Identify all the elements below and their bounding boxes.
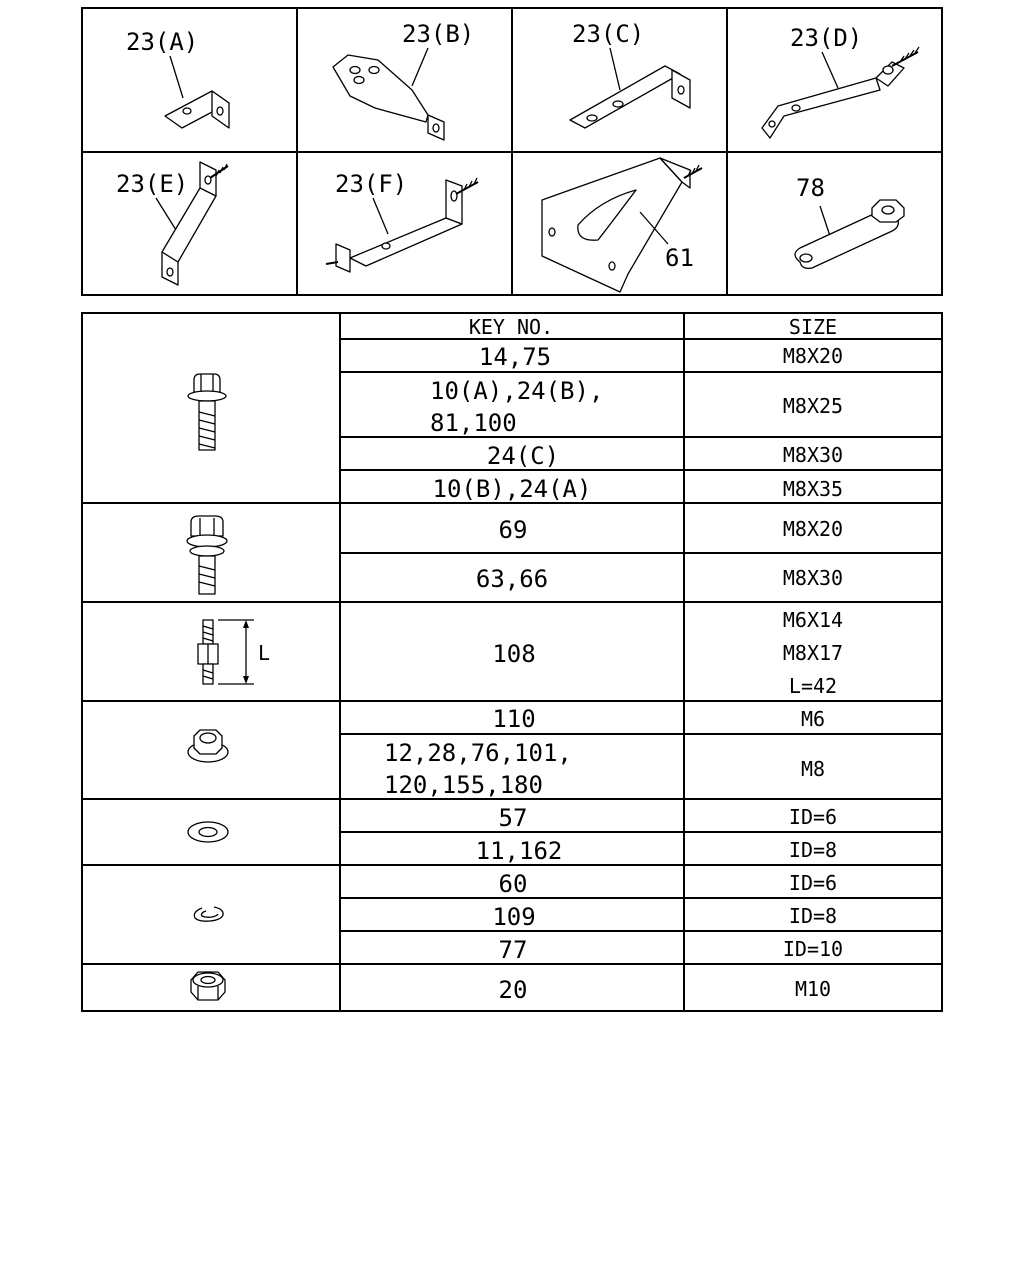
part-label-23d: 23(D) (790, 24, 863, 52)
hex-nut-icon (191, 972, 225, 1000)
table-row (499, 870, 838, 898)
key-cell: 10(A),24(B), (430, 377, 604, 405)
part-label-23a: 23(A) (126, 28, 199, 56)
size-cell: ID=6 (788, 805, 838, 829)
part-label-61: 61 (665, 244, 694, 272)
size-cell: M6 (800, 707, 826, 731)
size-cell: L=42 (788, 674, 838, 698)
spacer-78 (795, 174, 904, 268)
stud-bolt-icon (198, 620, 270, 684)
bracket-23d (762, 24, 919, 138)
size-cell: M8X17 (782, 641, 844, 665)
table-row (384, 739, 825, 799)
key-cell: 69 (498, 516, 528, 544)
table-row (433, 475, 844, 503)
size-cell: M6X14 (782, 608, 844, 632)
table-row (492, 705, 825, 733)
size-cell: ID=10 (782, 937, 844, 961)
size-cell: M8X35 (782, 477, 844, 501)
key-cell: 12,28,76,101, (384, 739, 572, 767)
key-cell: 57 (498, 804, 528, 832)
size-cell: M8X25 (782, 394, 844, 418)
key-cell: 60 (498, 870, 528, 898)
table-row (476, 565, 843, 593)
table-row (430, 377, 843, 437)
size-cell: ID=8 (788, 838, 838, 862)
washer-bolt-icon (187, 516, 227, 594)
flange-nut-icon (188, 730, 228, 762)
bracket-23f (326, 170, 478, 272)
table-row (492, 903, 837, 931)
bracket-61 (542, 158, 702, 292)
key-cell: 24(C) (486, 442, 560, 470)
key-cell: 109 (492, 903, 536, 931)
key-cell: 20 (498, 976, 528, 1004)
size-cell: M8 (800, 757, 826, 781)
key-cell: 120,155,180 (384, 771, 543, 799)
size-cell: ID=8 (788, 904, 838, 928)
key-cell: 14,75 (478, 343, 552, 371)
table-row (492, 608, 843, 698)
flange-bolt-icon (188, 374, 226, 450)
key-cell: 110 (492, 705, 536, 733)
key-cell: 10(B),24(A) (432, 475, 592, 503)
size-cell: M8X20 (782, 517, 844, 541)
key-cell: 108 (492, 640, 536, 668)
key-cell: 11,162 (475, 837, 563, 865)
bracket-23c (570, 20, 690, 128)
part-label-78: 78 (796, 174, 825, 202)
header-key-no: KEY NO. (468, 315, 554, 339)
size-cell: M8X30 (782, 443, 844, 467)
header-size: SIZE (788, 315, 838, 339)
table-row (487, 442, 843, 470)
table-row (479, 343, 843, 371)
key-cell: 81,100 (430, 409, 517, 437)
key-cell: 63,66 (475, 565, 549, 593)
bracket-23a (126, 28, 229, 128)
key-cell: 77 (498, 936, 528, 964)
table-row (499, 516, 844, 544)
table-row (499, 804, 838, 832)
table-row (499, 936, 844, 964)
bracket-23b (333, 20, 474, 140)
part-label-23b: 23(B) (402, 20, 475, 48)
size-cell: M8X30 (782, 566, 844, 590)
table-row (476, 837, 837, 865)
bracket-23e (116, 162, 228, 285)
flat-washer-icon (188, 822, 228, 842)
lock-washer-icon (194, 907, 223, 921)
size-cell: ID=6 (788, 871, 838, 895)
dimension-label-l: L (258, 641, 271, 665)
size-cell: M8X20 (782, 344, 844, 368)
table-row (499, 976, 832, 1004)
part-label-23c: 23(C) (572, 20, 645, 48)
part-label-23f: 23(F) (335, 170, 408, 198)
size-cell: M10 (794, 977, 832, 1001)
part-label-23e: 23(E) (116, 170, 189, 198)
